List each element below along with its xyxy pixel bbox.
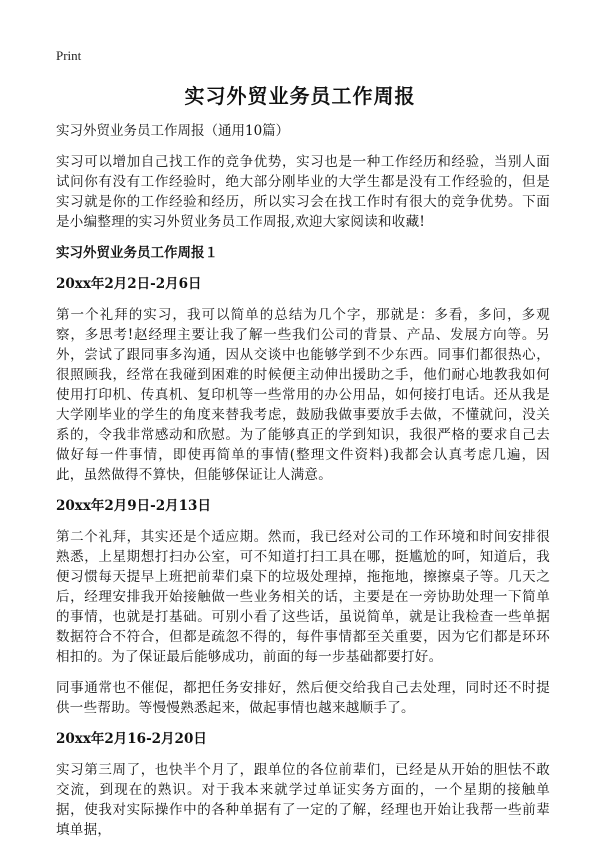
week1-paragraph: 第一个礼拜的实习，我可以简单的总结为几个字，那就是：多看，多问，多观察，多思考!赵经理主要让我了解一些我们公司的背景、产品、发展方向等。另外，尝试了跟同事多沟通，因从交谈中也能够学到不少东西。同事们都很热心，很照顾我，经常在我碰到困难的时候便主动伸出援助之手，他们耐心地教我如何使用打印机、传真机、复印机等一些常用的办公用品，如何接打电话。还从我是大学刚毕业的学生的角度来替我考虑，鼓励我做事要放手去做，不懂就问，没关系的，令我非常感动和欣慰。为了能够真正的学到知识，我很严格的要求自己去做好每一件事情，即使再简单的事情(整理文件资料)我都会认真考虑几遍，因此，虽然做得不算快，但能够保证让人满意。 <box>56 307 550 483</box>
week1-date-heading: 20xx年2月2日-2月6日 <box>56 276 202 292</box>
intro-paragraph: 实习可以增加自己找工作的竞争优势，实习也是一种工作经历和经验，当别人面试问你有没有工作经验时，绝大部分刚毕业的大学生都是没有工作经验的，但是实习就是你的工作经验和经历，所以实习会在找工作时有很大的竞争优势。下面是小编整理的实习外贸业务员工作周报,欢迎大家阅读和收藏! <box>56 154 550 230</box>
document-subtitle: 实习外贸业务员工作周报（通用10篇） <box>56 123 290 139</box>
week2-paragraph: 第二个礼拜，其实还是个适应期。然而，我已经对公司的工作环境和时间安排很熟悉，上星期想打扫办公室，可不知道打扫工具在哪，挺尴尬的呵，知道后，我便习惯每天提早上班把前辈们桌下的垃圾处理掉，拖拖地，擦擦桌子等。几天之后，经理安排我开始接触做一些业务相关的话，主要是在一旁协助处理一下简单的事情，也就是打基础。可别小看了这些话，虽说简单，就是让我检查一些单据数据符合不符合，但都是疏忽不得的，每件事情都至关重要，因为它们都是环环相扣的。为了保证最后能够成功，前面的每一步基础都要打好。 <box>56 529 550 665</box>
week3-date-heading: 20xx年2月16-2月20日 <box>56 731 207 747</box>
report-heading: 实习外贸业务员工作周报１ <box>56 245 218 261</box>
week2-paragraph-2: 同事通常也不催促，都把任务安排好，然后便交给我自己去处理，同时还不时提供一些帮助。等慢慢熟悉起来，做起事情也越来越顺手了。 <box>56 680 550 716</box>
document-title: 实习外贸业务员工作周报 <box>184 84 416 108</box>
week2-date-heading: 20xx年2月9日-2月13日 <box>56 498 211 514</box>
document-body <box>56 121 550 851</box>
print-label: Print <box>56 48 82 63</box>
week3-paragraph: 实习第三周了，也快半个月了，跟单位的各位前辈们，已经是从开始的胆怯不敢交流，到现在的熟识。对于我本来就学过单证实务方面的，一个星期的接触单据，使我对实际操作中的各种单据有了一定的了解，经理也开始让我帮一些前辈填单据， <box>56 762 550 838</box>
